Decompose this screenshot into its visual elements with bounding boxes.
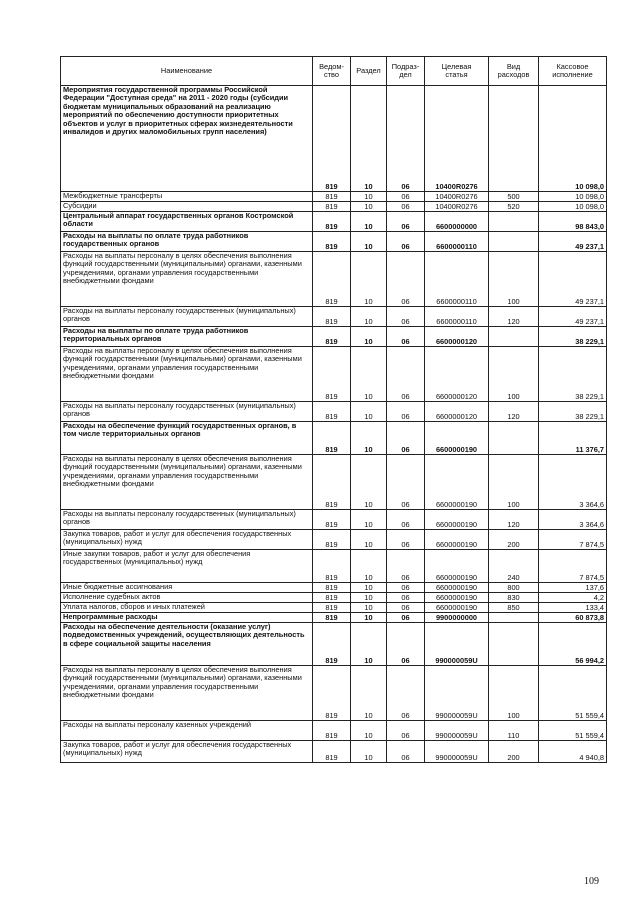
- row-amount-cell: 10 098,0: [539, 192, 607, 202]
- row-name-cell: Расходы на выплаты персоналу государственных (муниципальных) органов: [61, 510, 313, 530]
- row-name-cell: Расходы на выплаты персоналу в целях обеспечения выполнения функций государственными (муниципальными) органами, казенными учреждениями, органами управления государственными внебюджетными фондами: [61, 252, 313, 307]
- row-amount-cell: 4 940,8: [539, 741, 607, 763]
- row-subsection-cell: 06: [387, 327, 425, 347]
- row-target-cell: 10400R0276: [425, 86, 489, 192]
- table-row: [61, 327, 607, 347]
- row-section-cell: 10: [351, 593, 387, 603]
- row-name-cell: Расходы на выплаты персоналу в целях обеспечения выполнения функций государственными (муниципальными) органами, казенными учреждениями, органами управления государственными внебюджетными фондами: [61, 455, 313, 510]
- row-type-cell: 120: [489, 510, 539, 530]
- row-type-cell: 200: [489, 741, 539, 763]
- row-subsection-cell: 06: [387, 583, 425, 593]
- row-target-cell: 6600000190: [425, 455, 489, 510]
- row-name-cell: Расходы на обеспечение деятельности (оказание услуг) подведомственных учреждений, осуществляющих деятельность в сфере социальной защиты населения: [61, 623, 313, 666]
- header-dept: Ведом- ство: [313, 57, 351, 86]
- header-target: Целевая статья: [425, 57, 489, 86]
- row-dept-cell: 819: [313, 741, 351, 763]
- row-target-cell: 6600000120: [425, 347, 489, 402]
- row-type-cell: [489, 212, 539, 232]
- row-amount-cell: 98 843,0: [539, 212, 607, 232]
- row-amount-cell: 38 229,1: [539, 402, 607, 422]
- table-row: [61, 530, 607, 550]
- row-amount-cell: 137,6: [539, 583, 607, 593]
- row-amount-cell: 56 994,2: [539, 623, 607, 666]
- budget-table: [60, 56, 607, 763]
- row-amount-cell: 49 237,1: [539, 252, 607, 307]
- row-section-cell: 10: [351, 192, 387, 202]
- row-dept-cell: 819: [313, 455, 351, 510]
- row-amount-cell: 49 237,1: [539, 307, 607, 327]
- row-subsection-cell: 06: [387, 593, 425, 603]
- row-section-cell: 10: [351, 327, 387, 347]
- row-subsection-cell: 06: [387, 613, 425, 623]
- row-subsection-cell: 06: [387, 623, 425, 666]
- row-target-cell: 990000059U: [425, 741, 489, 763]
- row-type-cell: 240: [489, 550, 539, 583]
- header-amount: Кассовое исполнение: [539, 57, 607, 86]
- row-target-cell: 6600000110: [425, 307, 489, 327]
- row-subsection-cell: 06: [387, 721, 425, 741]
- row-name-cell: Закупка товаров, работ и услуг для обеспечения государственных (муниципальных) нужд: [61, 741, 313, 763]
- row-target-cell: 6600000190: [425, 530, 489, 550]
- row-type-cell: [489, 422, 539, 455]
- row-name-cell: Иные закупки товаров, работ и услуг для обеспечения государственных (муниципальных) нужд: [61, 550, 313, 583]
- row-dept-cell: 819: [313, 202, 351, 212]
- row-subsection-cell: 06: [387, 192, 425, 202]
- row-name-cell: Иные бюджетные ассигнования: [61, 583, 313, 593]
- row-section-cell: 10: [351, 212, 387, 232]
- row-name-cell: Расходы на выплаты по оплате труда работников территориальных органов: [61, 327, 313, 347]
- table-row: [61, 455, 607, 510]
- row-target-cell: 6600000190: [425, 422, 489, 455]
- row-section-cell: 10: [351, 402, 387, 422]
- row-amount-cell: 60 873,8: [539, 613, 607, 623]
- table-row: [61, 307, 607, 327]
- row-type-cell: 520: [489, 202, 539, 212]
- row-subsection-cell: 06: [387, 530, 425, 550]
- row-name-cell: Расходы на выплаты персоналу в целях обеспечения выполнения функций государственными (муниципальными) органами, казенными учреждениями, органами управления государственными внебюджетными фондами: [61, 347, 313, 402]
- row-subsection-cell: 06: [387, 307, 425, 327]
- row-subsection-cell: 06: [387, 202, 425, 212]
- row-amount-cell: 3 364,6: [539, 510, 607, 530]
- row-section-cell: 10: [351, 623, 387, 666]
- row-dept-cell: 819: [313, 212, 351, 232]
- row-type-cell: [489, 623, 539, 666]
- row-dept-cell: 819: [313, 530, 351, 550]
- row-name-cell: Расходы на выплаты персоналу в целях обеспечения выполнения функций государственными (муниципальными) органами, казенными учреждениями, органами управления государственными внебюджетными фондами: [61, 666, 313, 721]
- row-dept-cell: 819: [313, 192, 351, 202]
- row-amount-cell: 4,2: [539, 593, 607, 603]
- row-type-cell: [489, 86, 539, 192]
- row-type-cell: [489, 327, 539, 347]
- row-section-cell: 10: [351, 86, 387, 192]
- row-name-cell: Центральный аппарат государственных органов Костромской области: [61, 212, 313, 232]
- row-dept-cell: 819: [313, 603, 351, 613]
- row-name-cell: Мероприятия государственной программы Российской Федерации "Доступная среда" на 2011 - 2020 годы (субсидии бюджетам муниципальных образований на реализацию мероприятий по обеспечению доступности приоритетных объектов и услуг в приоритетных сферах жизнедеятельности инвалидов и других маломобильных групп населения): [61, 86, 313, 192]
- row-section-cell: 10: [351, 721, 387, 741]
- row-section-cell: 10: [351, 530, 387, 550]
- row-section-cell: 10: [351, 232, 387, 252]
- row-dept-cell: 819: [313, 402, 351, 422]
- row-name-cell: Уплата налогов, сборов и иных платежей: [61, 603, 313, 613]
- table-row: [61, 402, 607, 422]
- row-name-cell: Субсидии: [61, 202, 313, 212]
- row-section-cell: 10: [351, 347, 387, 402]
- row-dept-cell: 819: [313, 666, 351, 721]
- page-number: 109: [584, 876, 599, 887]
- header-subsection: Подраз- дел: [387, 57, 425, 86]
- row-subsection-cell: 06: [387, 455, 425, 510]
- table-row: [61, 741, 607, 763]
- row-target-cell: 6600000120: [425, 402, 489, 422]
- row-section-cell: 10: [351, 603, 387, 613]
- row-target-cell: 6600000110: [425, 232, 489, 252]
- row-type-cell: [489, 232, 539, 252]
- table-row: [61, 202, 607, 212]
- row-dept-cell: 819: [313, 347, 351, 402]
- row-target-cell: 6600000000: [425, 212, 489, 232]
- row-type-cell: 120: [489, 307, 539, 327]
- row-target-cell: 6600000190: [425, 603, 489, 613]
- table-row: [61, 347, 607, 402]
- row-name-cell: Расходы на выплаты по оплате труда работников государственных органов: [61, 232, 313, 252]
- row-dept-cell: 819: [313, 86, 351, 192]
- row-amount-cell: 51 559,4: [539, 721, 607, 741]
- row-subsection-cell: 06: [387, 422, 425, 455]
- row-amount-cell: 7 874,5: [539, 550, 607, 583]
- row-type-cell: 200: [489, 530, 539, 550]
- row-subsection-cell: 06: [387, 212, 425, 232]
- table-row: [61, 232, 607, 252]
- row-name-cell: Исполнение судебных актов: [61, 593, 313, 603]
- row-dept-cell: 819: [313, 232, 351, 252]
- table-row: [61, 623, 607, 666]
- row-dept-cell: 819: [313, 613, 351, 623]
- table-row: [61, 583, 607, 593]
- row-subsection-cell: 06: [387, 86, 425, 192]
- row-target-cell: 6600000190: [425, 550, 489, 583]
- row-type-cell: 800: [489, 583, 539, 593]
- row-type-cell: 100: [489, 252, 539, 307]
- row-name-cell: Расходы на выплаты персоналу государственных (муниципальных) органов: [61, 307, 313, 327]
- row-name-cell: Расходы на выплаты персоналу государственных (муниципальных) органов: [61, 402, 313, 422]
- row-target-cell: 6600000120: [425, 327, 489, 347]
- row-target-cell: 6600000110: [425, 252, 489, 307]
- table-row: [61, 593, 607, 603]
- row-section-cell: 10: [351, 583, 387, 593]
- row-target-cell: 10400R0276: [425, 202, 489, 212]
- row-dept-cell: 819: [313, 583, 351, 593]
- row-target-cell: 9900000000: [425, 613, 489, 623]
- table-body: [61, 86, 607, 763]
- row-amount-cell: 7 874,5: [539, 530, 607, 550]
- row-name-cell: Расходы на выплаты персоналу казенных учреждений: [61, 721, 313, 741]
- table-row: [61, 86, 607, 192]
- row-amount-cell: 10 098,0: [539, 202, 607, 212]
- row-amount-cell: 3 364,6: [539, 455, 607, 510]
- row-section-cell: 10: [351, 422, 387, 455]
- row-subsection-cell: 06: [387, 666, 425, 721]
- table-row: [61, 252, 607, 307]
- row-section-cell: 10: [351, 202, 387, 212]
- row-amount-cell: 10 098,0: [539, 86, 607, 192]
- row-dept-cell: 819: [313, 510, 351, 530]
- row-section-cell: 10: [351, 307, 387, 327]
- row-type-cell: 120: [489, 402, 539, 422]
- row-target-cell: 6600000190: [425, 510, 489, 530]
- row-subsection-cell: 06: [387, 741, 425, 763]
- row-section-cell: 10: [351, 613, 387, 623]
- row-dept-cell: 819: [313, 550, 351, 583]
- header-section: Раздел: [351, 57, 387, 86]
- row-subsection-cell: 06: [387, 402, 425, 422]
- row-amount-cell: 49 237,1: [539, 232, 607, 252]
- row-type-cell: 100: [489, 347, 539, 402]
- row-amount-cell: 51 559,4: [539, 666, 607, 721]
- row-section-cell: 10: [351, 510, 387, 530]
- row-target-cell: 990000059U: [425, 666, 489, 721]
- table-row: [61, 422, 607, 455]
- row-type-cell: 850: [489, 603, 539, 613]
- row-name-cell: Закупка товаров, работ и услуг для обеспечения государственных (муниципальных) нужд: [61, 530, 313, 550]
- row-amount-cell: 38 229,1: [539, 347, 607, 402]
- row-dept-cell: 819: [313, 307, 351, 327]
- row-subsection-cell: 06: [387, 347, 425, 402]
- table-row: [61, 721, 607, 741]
- table-row: [61, 510, 607, 530]
- row-subsection-cell: 06: [387, 550, 425, 583]
- row-section-cell: 10: [351, 741, 387, 763]
- row-dept-cell: 819: [313, 721, 351, 741]
- row-subsection-cell: 06: [387, 232, 425, 252]
- row-type-cell: 100: [489, 666, 539, 721]
- header-name: Наименование: [61, 57, 313, 86]
- table-row: [61, 550, 607, 583]
- row-target-cell: 990000059U: [425, 623, 489, 666]
- table-row: [61, 212, 607, 232]
- row-section-cell: 10: [351, 455, 387, 510]
- row-type-cell: 830: [489, 593, 539, 603]
- row-name-cell: Расходы на обеспечение функций государственных органов, в том числе территориальных органов: [61, 422, 313, 455]
- row-dept-cell: 819: [313, 422, 351, 455]
- row-dept-cell: 819: [313, 327, 351, 347]
- row-amount-cell: 11 376,7: [539, 422, 607, 455]
- row-name-cell: Непрограммные расходы: [61, 613, 313, 623]
- row-section-cell: 10: [351, 252, 387, 307]
- row-dept-cell: 819: [313, 252, 351, 307]
- row-subsection-cell: 06: [387, 603, 425, 613]
- row-type-cell: [489, 613, 539, 623]
- row-amount-cell: 133,4: [539, 603, 607, 613]
- row-amount-cell: 38 229,1: [539, 327, 607, 347]
- row-section-cell: 10: [351, 666, 387, 721]
- table-row: [61, 666, 607, 721]
- table-row: [61, 603, 607, 613]
- table-header-row: [61, 57, 607, 86]
- row-dept-cell: 819: [313, 593, 351, 603]
- row-type-cell: 500: [489, 192, 539, 202]
- header-type: Вид расходов: [489, 57, 539, 86]
- row-subsection-cell: 06: [387, 510, 425, 530]
- row-target-cell: 10400R0276: [425, 192, 489, 202]
- row-subsection-cell: 06: [387, 252, 425, 307]
- row-type-cell: 100: [489, 455, 539, 510]
- row-type-cell: 110: [489, 721, 539, 741]
- row-name-cell: Межбюджетные трансферты: [61, 192, 313, 202]
- row-section-cell: 10: [351, 550, 387, 583]
- row-target-cell: 990000059U: [425, 721, 489, 741]
- row-dept-cell: 819: [313, 623, 351, 666]
- table-row: [61, 192, 607, 202]
- row-target-cell: 6600000190: [425, 583, 489, 593]
- table-row: [61, 613, 607, 623]
- row-target-cell: 6600000190: [425, 593, 489, 603]
